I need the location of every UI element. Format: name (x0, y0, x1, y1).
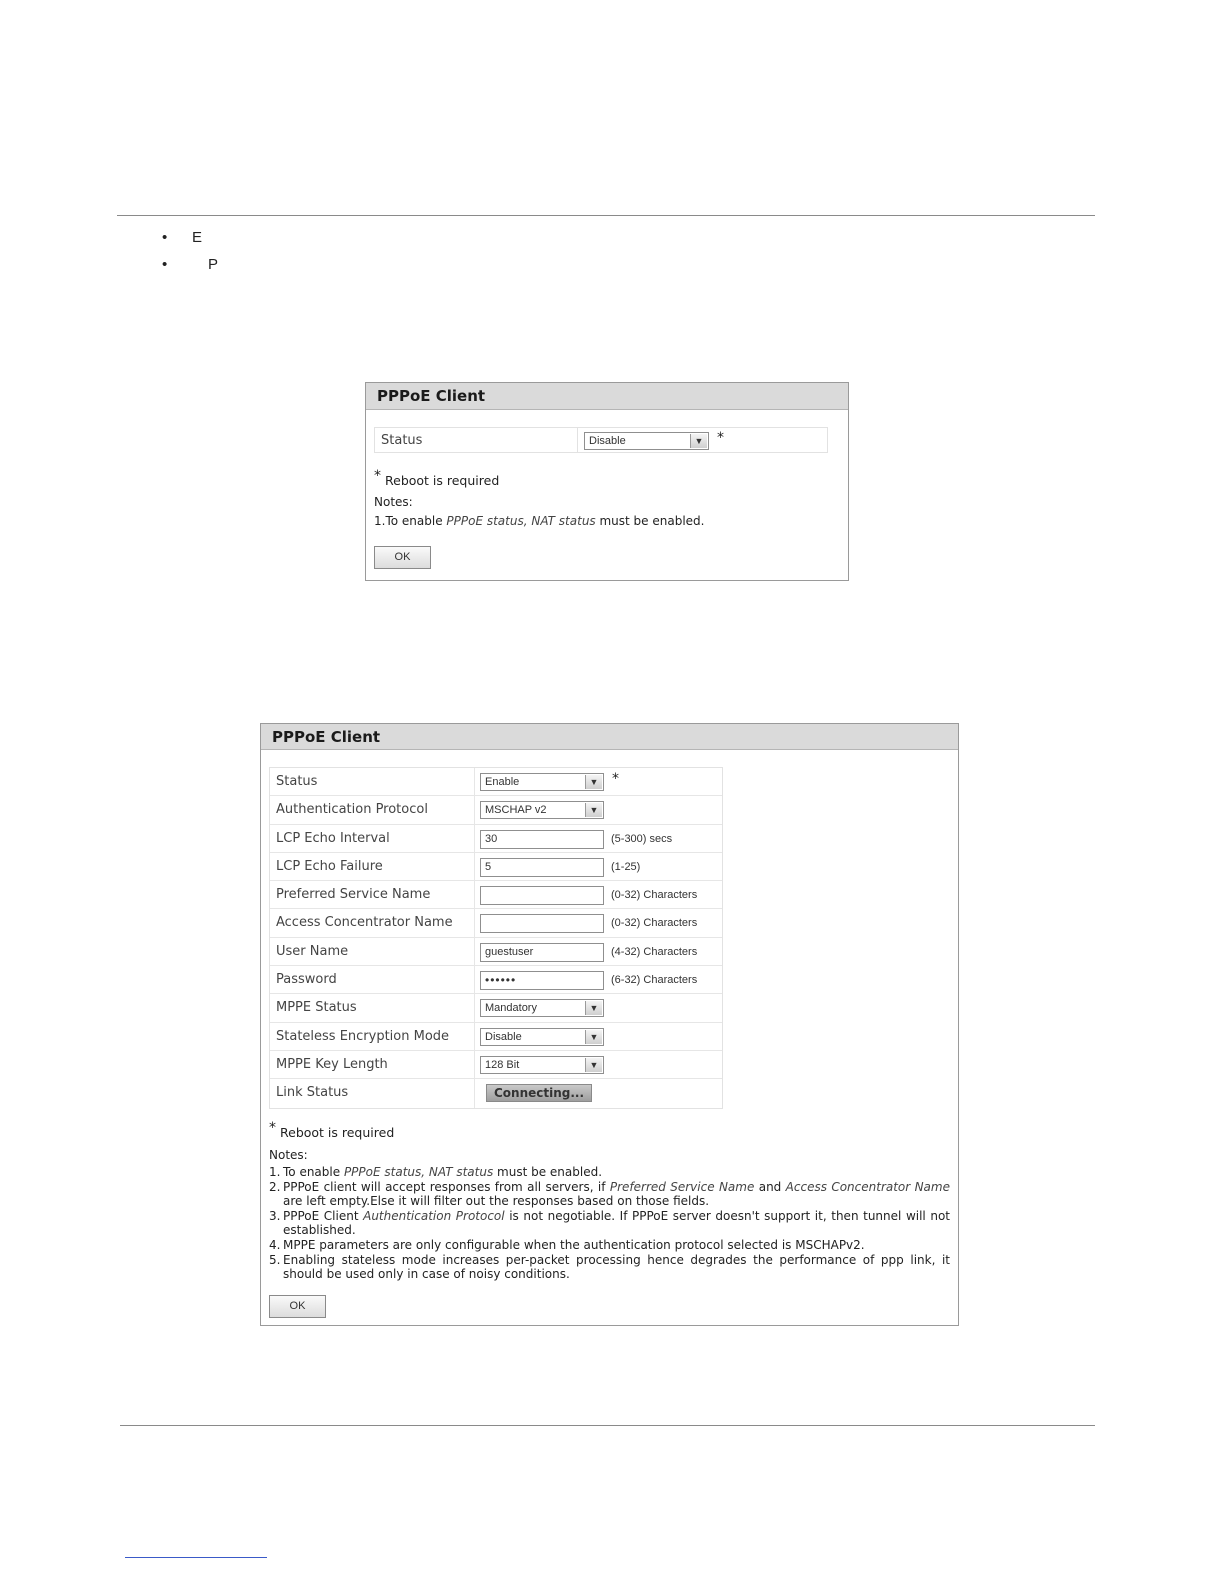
note-number: 4. (269, 1237, 281, 1252)
row-divider (474, 1023, 475, 1050)
note-number: 3. (269, 1208, 281, 1223)
chevron-down-icon[interactable]: ▼ (585, 1030, 602, 1044)
row-divider (474, 966, 475, 993)
status-select[interactable] (480, 773, 604, 791)
note-item (269, 1253, 950, 1282)
ok-button[interactable]: OK (269, 1295, 326, 1318)
note-text: PPPoE Client (283, 1208, 364, 1223)
table-row (270, 825, 722, 853)
access-concentrator-name-input[interactable] (480, 914, 604, 933)
note-text: PPPoE client will accept responses from all servers, if (283, 1179, 610, 1194)
password-input[interactable]: •••••• (480, 971, 604, 990)
access-concentrator-name-hint: (0-32) Characters (611, 917, 698, 930)
note-item (269, 1180, 950, 1209)
stateless-encryption-select[interactable] (480, 1028, 604, 1046)
note-body (283, 1180, 950, 1209)
reboot-asterisk: * (374, 468, 381, 484)
chevron-down-icon[interactable]: ▼ (585, 1058, 602, 1072)
preferred-service-name-label: Preferred Service Name (276, 887, 431, 903)
lcp-echo-failure-hint: (1-25) (611, 860, 641, 873)
note-text: To enable (283, 1165, 344, 1179)
bullet-item (162, 256, 218, 273)
note-number: 5. (269, 1252, 281, 1267)
reboot-asterisk: * (612, 771, 619, 787)
note-body: Enabling stateless mode increases per-packet processing hence degrades the performance of ppp link, it should be used only in case of noisy conditions. (283, 1252, 950, 1282)
row-divider (577, 428, 578, 452)
status-select-value: Enable (485, 776, 520, 788)
ok-button[interactable]: OK (374, 546, 431, 569)
table-row (270, 1023, 722, 1051)
pppoe-client-panel-disabled (365, 382, 849, 581)
user-name-label: User Name (276, 943, 349, 959)
mppe-status-value: Mandatory (485, 1002, 537, 1015)
table-row (270, 881, 722, 909)
access-concentrator-name-label: Access Concentrator Name (276, 915, 453, 931)
bullet-dot: • (162, 229, 168, 246)
reboot-note: Reboot is required (385, 473, 500, 488)
row-divider (474, 768, 475, 795)
mppe-status-label: MPPE Status (276, 1000, 357, 1016)
link-status-label: Link Status (276, 1085, 349, 1101)
row-divider (474, 1051, 475, 1078)
note-text: must be enabled. (595, 514, 705, 528)
lcp-echo-interval-label: LCP Echo Interval (276, 830, 390, 846)
note-1 (374, 514, 704, 528)
note-emphasis: PPPoE status, NAT status (343, 1165, 494, 1179)
chevron-down-icon[interactable]: ▼ (585, 803, 602, 817)
table-row (270, 909, 722, 937)
lcp-echo-interval-hint: (5-300) secs (611, 832, 673, 845)
row-divider (474, 994, 475, 1021)
table-row (270, 1079, 722, 1107)
note-body: MPPE parameters are only configurable when the authentication protocol selected is MSCHAPv2. (283, 1237, 865, 1252)
table-row (270, 994, 722, 1022)
notes-title: Notes: (374, 495, 413, 509)
mppe-status-select[interactable] (480, 999, 604, 1017)
password-hint: (6-32) Characters (611, 974, 698, 987)
status-label: Status (276, 774, 318, 789)
row-divider (474, 938, 475, 965)
status-row (374, 427, 828, 453)
table-row (270, 938, 722, 966)
table-row (270, 853, 722, 881)
row-divider (474, 909, 475, 936)
note-text: must be enabled. (493, 1165, 603, 1179)
row-divider (474, 853, 475, 880)
bullet-dot: • (162, 256, 168, 273)
reboot-asterisk: * (717, 430, 724, 446)
notes-title: Notes: (269, 1148, 308, 1162)
row-divider (474, 825, 475, 852)
bullet-item (162, 229, 202, 246)
lcp-echo-interval-input[interactable]: 30 (480, 830, 604, 849)
reboot-asterisk: * (269, 1120, 276, 1136)
chevron-down-icon[interactable]: ▼ (585, 775, 602, 789)
note-text: 1.To enable (374, 514, 447, 528)
note-text: is not negotiable. If PPPoE server doesn't support it, then tunnel will not established. (283, 1208, 950, 1238)
mppe-key-length-label: MPPE Key Length (276, 1056, 388, 1072)
header-rule (117, 215, 1095, 216)
lcp-echo-failure-input[interactable]: 5 (480, 858, 604, 877)
note-emphasis: Access Concentrator Name (785, 1179, 950, 1194)
preferred-service-name-input[interactable] (480, 886, 604, 905)
table-row (270, 796, 722, 824)
lcp-echo-failure-label: LCP Echo Failure (276, 858, 383, 874)
table-row (270, 1051, 722, 1079)
pppoe-client-panel-enabled (260, 723, 959, 1326)
settings-table (269, 767, 723, 1109)
row-divider (474, 1079, 475, 1107)
auth-protocol-select[interactable] (480, 801, 604, 819)
auth-protocol-value: MSCHAP v2 (485, 804, 547, 817)
note-text: are left empty.Else it will filter out the responses based on those fields. (283, 1194, 710, 1209)
note-item (269, 1209, 950, 1238)
preferred-service-name-hint: (0-32) Characters (611, 889, 698, 902)
user-name-input[interactable]: guestuser (480, 943, 604, 962)
note-emphasis: Authentication Protocol (363, 1208, 505, 1223)
note-emphasis: Preferred Service Name (609, 1179, 755, 1194)
note-number: 2. (269, 1179, 281, 1194)
status-label: Status (381, 433, 423, 448)
note-number: 1. (269, 1165, 281, 1179)
chevron-down-icon[interactable]: ▼ (585, 1001, 602, 1015)
panel-title: PPPoE Client (261, 724, 958, 750)
panel-title: PPPoE Client (366, 383, 848, 410)
status-select[interactable] (584, 432, 709, 450)
bullet-text: P (208, 256, 219, 273)
table-row (270, 966, 722, 994)
auth-protocol-label: Authentication Protocol (276, 802, 428, 818)
note-item (269, 1165, 950, 1180)
footer-rule (120, 1425, 1095, 1426)
row-divider (474, 796, 475, 823)
notes-list (269, 1165, 950, 1282)
bullet-text: E (192, 229, 203, 246)
stateless-encryption-label: Stateless Encryption Mode (276, 1028, 450, 1044)
note-emphasis: PPPoE status, NAT status (446, 514, 596, 528)
reboot-note: Reboot is required (280, 1125, 395, 1140)
user-name-hint: (4-32) Characters (611, 945, 698, 958)
note-body (283, 1209, 950, 1238)
note-body (283, 1165, 950, 1180)
table-row (270, 768, 722, 796)
mppe-key-length-select[interactable] (480, 1056, 604, 1074)
row-divider (474, 881, 475, 908)
mppe-key-length-value: 128 Bit (485, 1058, 520, 1071)
stateless-encryption-value: Disable (485, 1030, 522, 1043)
footnote-rule (125, 1557, 267, 1558)
chevron-down-icon[interactable]: ▼ (690, 434, 707, 448)
password-label: Password (276, 972, 337, 988)
link-status-indicator: Connecting... (486, 1084, 592, 1102)
note-item (269, 1238, 950, 1253)
status-select-value: Disable (589, 435, 626, 447)
note-text: and (754, 1179, 786, 1194)
